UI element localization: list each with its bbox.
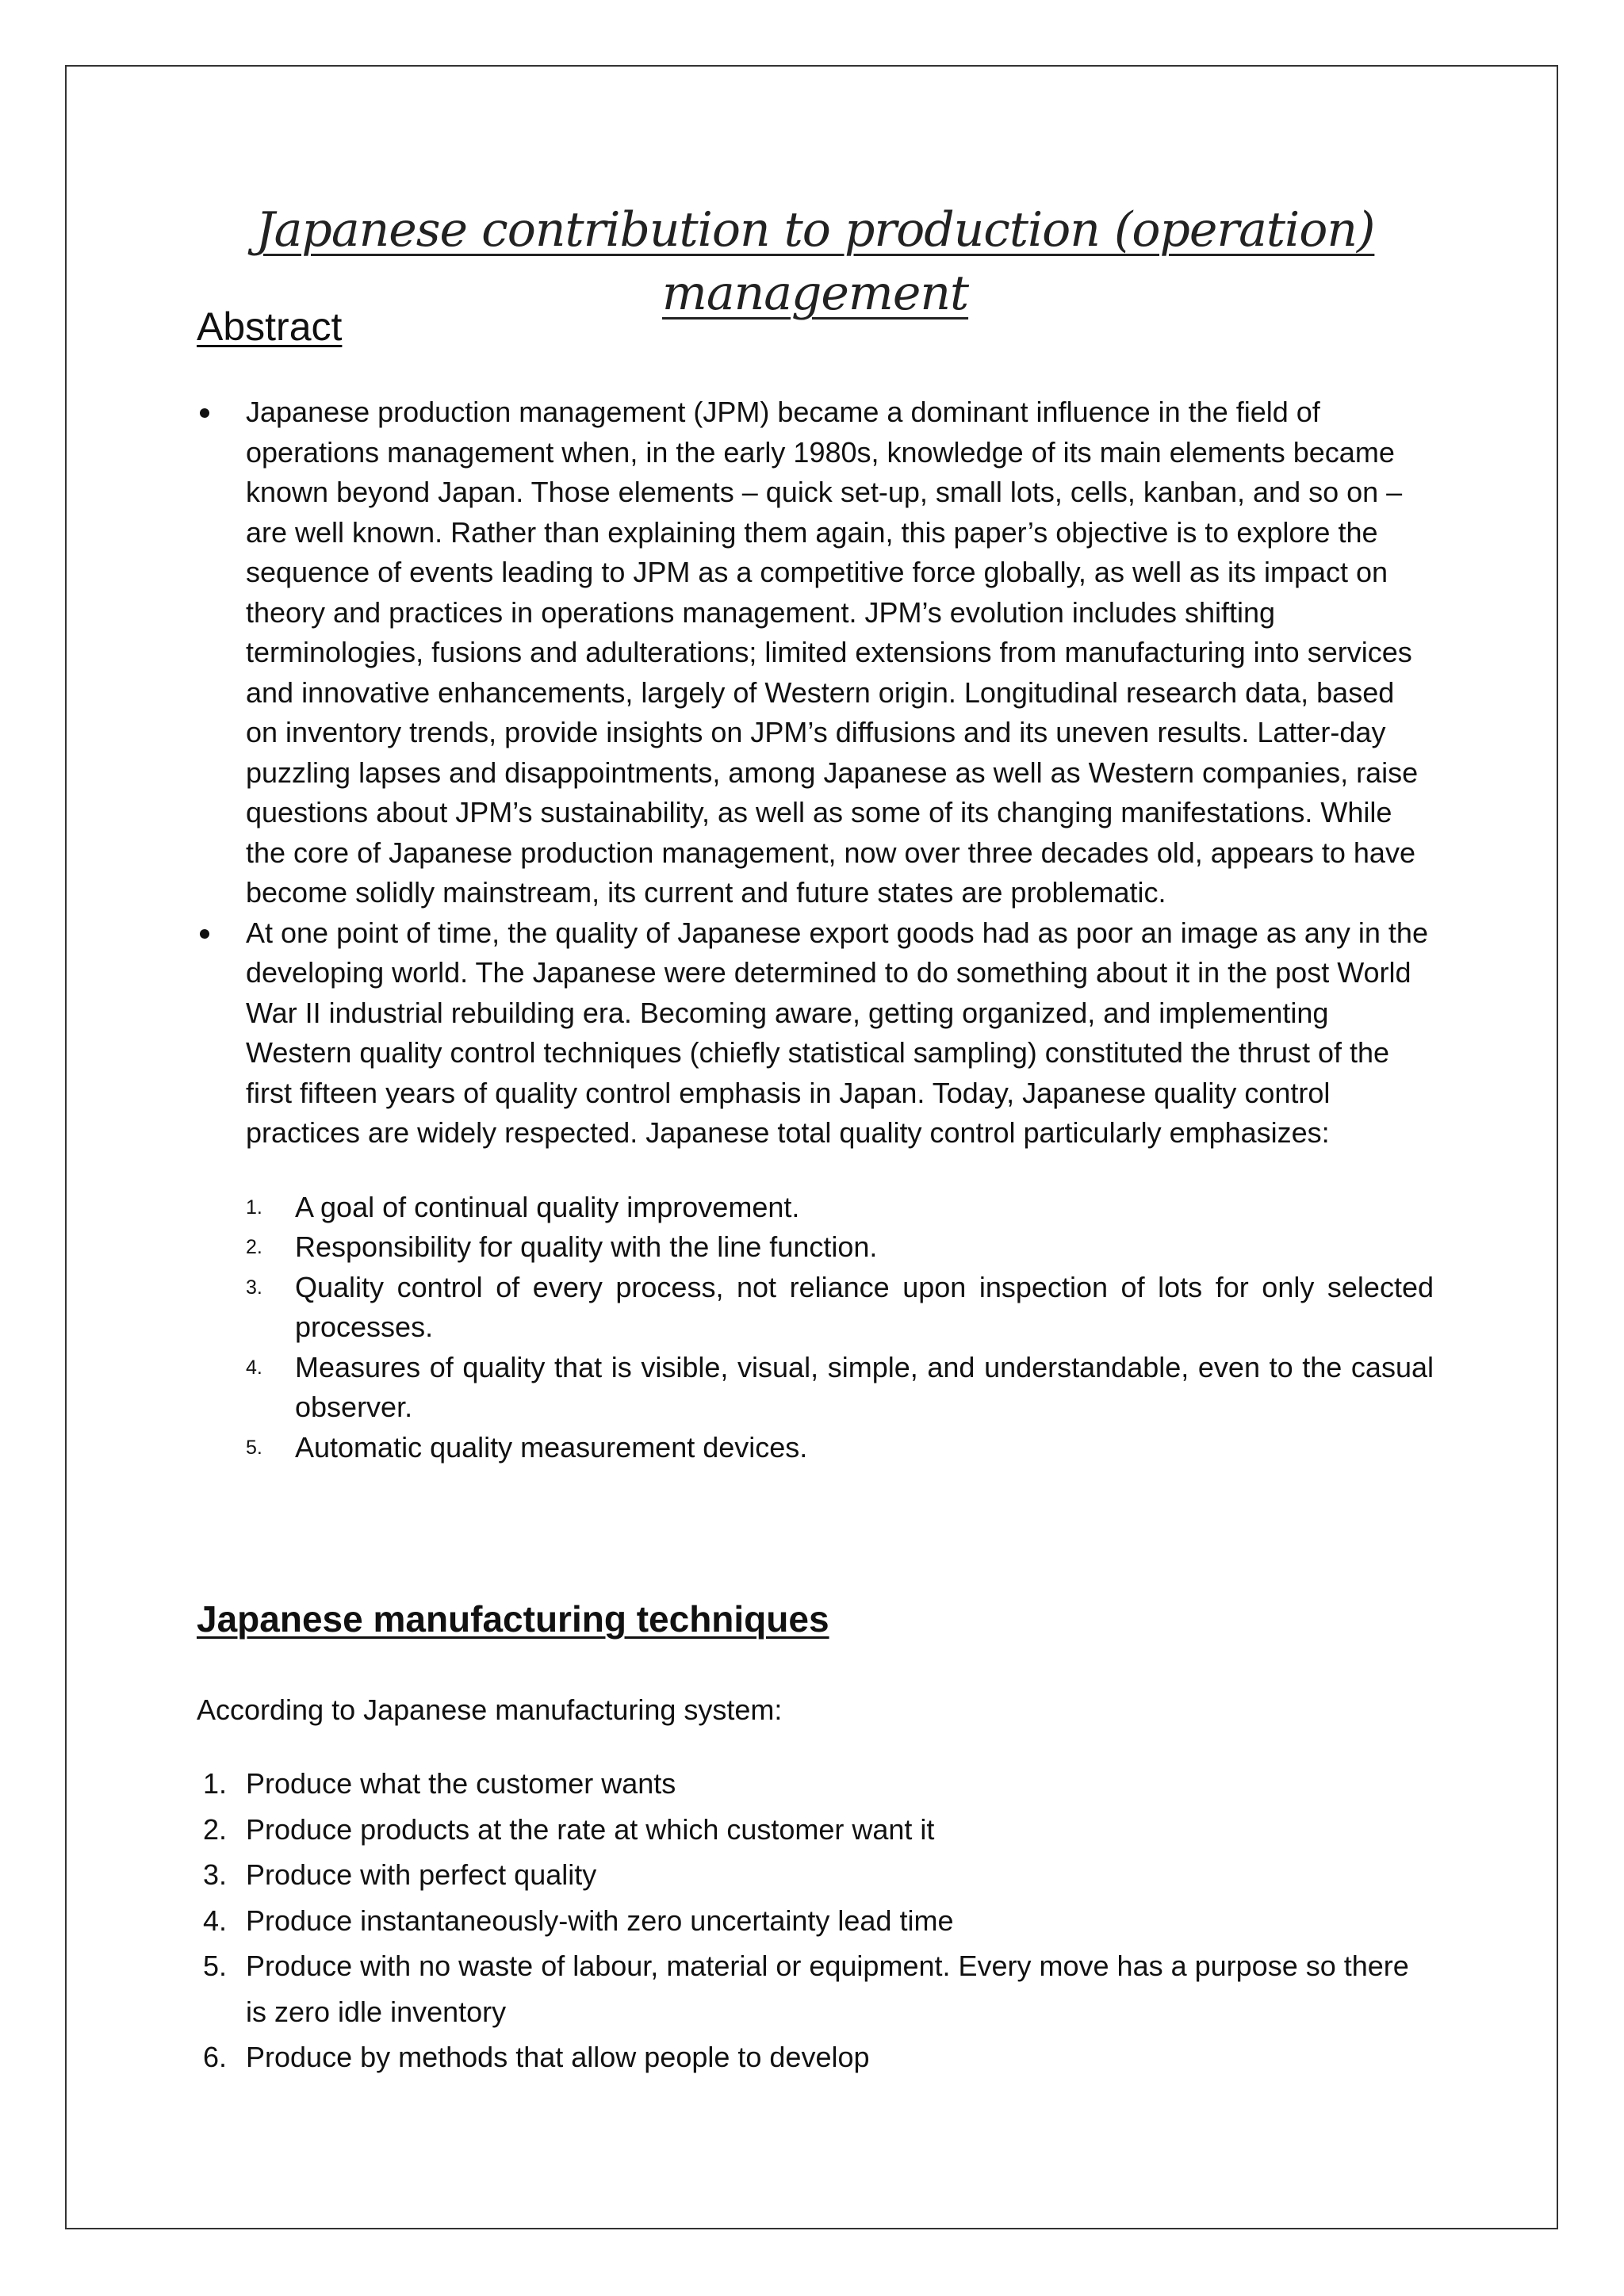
list-text: Automatic quality measurement devices.	[295, 1430, 808, 1464]
list-item	[197, 1761, 1434, 1807]
abstract-heading: Abstract	[197, 304, 343, 349]
list-item	[246, 1227, 1434, 1268]
bullet-text: Japanese production management (JPM) became a dominant influence in the field of operations management when, in the early 1980s, knowledge of its main elements became known beyond Japan. Those elements – quick set-up, small lots, cells, kanban, and so on – are well known. Rather than explaining them again, this paper’s objective is to explore the sequence of events leading to JPM as a competitive force globally, as well as its impact on theory and practices in operations management. JPM’s evolution includes shifting terminologies, fusions and adulterations; limited extensions from manufacturing into services and innovative enhancements, largely of Western origin. Longitudinal research data, based on inventory trends, provide insights on JPM’s diffusions and its uneven results. Latter-day puzzling lapses and disappointments, among Japanese as well as Western companies, raise questions about JPM’s sustainability, as well as some of its changing manifestations. While the core of Japanese production management, now over three decades old, appears to have become solidly mainstream, its current and future states are problematic.	[246, 396, 1419, 909]
list-number: 4.	[203, 1904, 228, 1937]
list-number: 6.	[203, 2041, 228, 2073]
list-text: Produce with no waste of labour, material or equipment. Every move has a purpose so there is zero idle inventory	[246, 1950, 1409, 2028]
list-item	[246, 1428, 1434, 1468]
list-text: Produce instantaneously-with zero uncertainty lead time	[246, 1904, 954, 1937]
list-text: Produce products at the rate at which customer want it	[246, 1812, 935, 1846]
list-number: 2.	[246, 1236, 262, 1258]
bullet-icon	[200, 929, 209, 939]
list-number: 3.	[203, 1858, 228, 1891]
list-text: Produce with perfect quality	[246, 1858, 597, 1891]
list-text: Measures of quality that is visible, visual, simple, and understandable, even to the casual observer.	[295, 1350, 1434, 1423]
techniques-heading: Japanese manufacturing techniques	[197, 1598, 829, 1640]
list-text: Quality control of every process, not reliance upon inspection of lots for only selected processes.	[295, 1270, 1434, 1343]
list-number: 1.	[246, 1196, 262, 1219]
list-item	[197, 1943, 1434, 2034]
list-number: 5.	[203, 1950, 228, 1982]
abstract-bullet-jpm	[197, 392, 1434, 913]
list-number: 5.	[246, 1436, 262, 1459]
list-item	[246, 1348, 1434, 1428]
techniques-list	[197, 1761, 1434, 2080]
list-text: A goal of continual quality improvement.	[295, 1190, 800, 1223]
list-number: 3.	[246, 1276, 262, 1299]
list-item	[197, 1807, 1434, 1853]
bullet-icon	[200, 408, 209, 418]
abstract-bullet-list	[197, 392, 1434, 1468]
list-number: 2.	[203, 1812, 228, 1846]
document-title: Japanese contribution to production (operation) management	[255, 202, 1375, 321]
list-text: Produce by methods that allow people to develop	[246, 2041, 870, 2073]
list-item	[197, 1852, 1434, 1898]
list-number: 1.	[203, 1767, 228, 1800]
list-text: Produce what the customer wants	[246, 1767, 676, 1800]
bullet-text: At one point of time, the quality of Japanese export goods had as poor an image as any in the developing world. The Japanese were determined to do something about it in the post World War II industrial rebuilding era. Becoming aware, getting organized, and implementing Western quality control techniques (chiefly statistical sampling) constituted the thrust of the first fifteen years of quality control emphasis in Japan. Today, Japanese quality control practices are widely respected. Japanese total quality control particularly emphasizes:	[246, 916, 1428, 1149]
quality-emphasis-list	[246, 1188, 1434, 1468]
list-item	[197, 2034, 1434, 2080]
list-item	[197, 1898, 1434, 1944]
list-item	[246, 1268, 1434, 1348]
abstract-bullet-quality	[197, 913, 1434, 1468]
list-text: Responsibility for quality with the line function.	[295, 1230, 878, 1263]
techniques-intro: According to Japanese manufacturing system:	[197, 1693, 783, 1726]
list-item	[246, 1188, 1434, 1228]
list-number: 4.	[246, 1356, 262, 1379]
